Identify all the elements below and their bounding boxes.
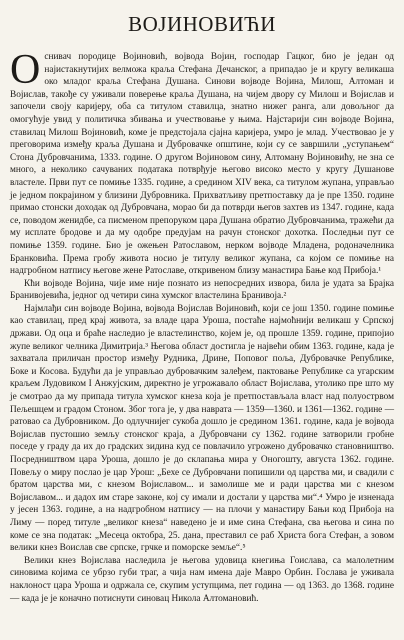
- drop-cap: О: [10, 47, 41, 93]
- paragraph-3: Најмлађи син војводе Војина, војвода Војислав Војиновић, који се још 1350. године помиње као ставилац, пред крај живота, за владе цара Уроша, постаће најмоћнији великаш у Српској држави. Од оца и браће наследио је властелинство, којем је, од прошле 1359. године, припојио жупе великог челника Димитрија.³ Његова област достигла је највећи обим 1363. године, када је захватала приличан простор између Рудника, Дрине, Поповог поља, Дубровачке Републике, Боке и Косова. Будући да је управљао дубровачким залеђем, пактовање Републике са угарским краљем Лудовиком I Анжујским, директно је угрожавало област Војислава, утолико пре што му је смотрао да му припада титула хумског кнеза која је претпостављала власт над полуострвом Пељешцем и градом Стоном. Због тога је, у два навратa — 1359—1360. и 1361—1362. године — ратовао са Дубровником. До одлучнијег сукоба дошло је средином 1361. године, када је војвода Војислав пустошио земљу стонског краја, а Дубровчани су 1362. године затворили гробне поседе у граду да их до градских зидина куд се повлачило угрожено дубровачко становништво. Посредништвом цара Уроша, дошло је до склапања мира у Онoгошту, августа 1362. године. Повељу о миру послао је цар Урош: „Бехе се Дубровчани попишили од царства ми, и свадили с братом царства ми, с кнезом Војиславом... и замолише ме и ради царства ми с кнезом Војиславом... и дадох им старе законе, кој су имали и достали у царства ми“.⁴ Умро је изненада у јесен 1363. године, а на надгробном натпису — на плочи у манастиру Бањи код Прибоја на Лиму — поред титуле „великог кнеза“ наведено је и име сина Стефана, сва његова и сина по коме се зна податак: „Месеца октобра, 25. дана, преставил се раб Христа бога Стефан, а зовом велики кнез Воислав све српске, грчке и поморске земље“.⁵: [10, 303, 394, 554]
- paragraph-4: Велики кнез Војислава наследила је његова удовица кнегиња Гоислава, са малолетним синовима којима се убрзо губи траг, а чија нам имена даје Мавро Орбин. Гослава је уживала наклоност цара Уроша и одржала се, скупим уступцима, пет година — од 1363. до 1368. године — када је је коначно потиснути синовац Никола Алтомановић.: [10, 555, 394, 604]
- chapter-title: ВОЈИНОВИЋИ: [128, 12, 276, 36]
- paragraph-1: [10, 47, 394, 278]
- paragraph-1-text: снивач породице Војиновић, војвода Војин, господар Гацког, био је један од најистакнутијих велможа краља Стефана Дечанског, а припадао је и кругу великаша око младог краља Стефана Душана. Синови војводе Војина, Милош, Алтоман и Војислав, такође су уживали поверење краља Душана, на чијем двору су Милош и Војислав и започели своју каријеру, оба са титулом ставилца, знатно нижег ранга, али довољног да омогућује увид у политичка збивања и учествовање у њима. Најстарији син војводе Војина, ставилац Милош Војиновић, коме је предстојала сјајна каријера, умро је млад. Учествовао је у преговорима између краља Душана и Дубровачке општине, који су се завршили „уступањем“ Стона Дубровчанима, 1333. године. О другом Војиновом сину, Алтоману Војиновићу, не зна се много, а неколико сачуваних података потврђује његово високо место у кругу Душанове властеле. Први пут се помиње 1335. године, а средином XIV века, са титулом жупана, управљао је једном покрајином у близини Дубровника. Прихватљиву претпоставку да је пре 1350. године примао стонски доходак од Дубровчана, морао би да потврди његов захтев из 1347. године, када се, поводом женидбе, са писменом препоруком цара Душана обратио Дубровчанима, тражећи да му исплате бродове и да му одобре предујам на рачун стонског дохотка. Последњи пут се помиње 1359. године. Био је ожењен Ратославом, нерком војводе Младена, родоначелника Бранковића. Према гробу живота носио је титулу великог жупана, са којом се помиње на надгробном натпису његове жене Ратославе, откривеном близу манастира Бање код Прибоја.¹: [10, 52, 394, 277]
- chapter-body: [10, 47, 394, 605]
- paragraph-2: Кћи војводе Војина, чије име није познато из непосредних извора, била је удата за Брајка Бранивојевића, једног од четири сина хумског властелина Бранивоја.²: [10, 278, 394, 302]
